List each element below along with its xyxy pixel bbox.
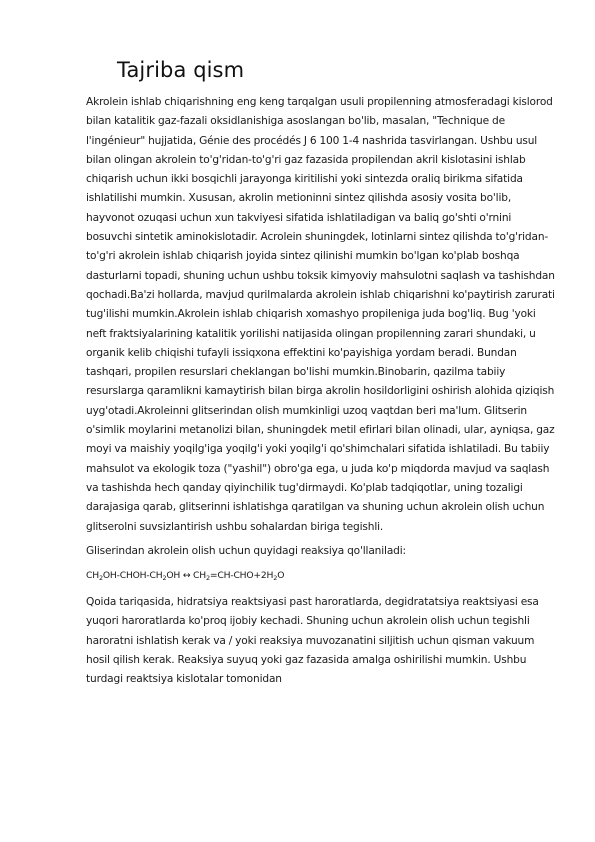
formula-part-1: CH bbox=[86, 570, 99, 582]
formula-part-3: OH ↔ CH bbox=[166, 570, 206, 582]
body-paragraph-1: Akrolein ishlab chiqarishning eng keng tarqalgan usuli propilenning atmosferadagi kislorod bilan katalitik gaz-fazali oksidlanishiga asoslangan bo'lib, masalan, "Technique de l'ingénieur" hujjatida, Génie des procédés J 6 100 1-4 nashrida tasvirlangan. Ushbu usul bilan olingan akrolein to'g'ridan-to'g'ri gaz fazasida propilendan akril kislotasini ishlab chiqarish uchun ikki bosqichli jarayonga kiritilishi yoki sintezda oraliq birikma sifatida ishlatilishi mumkin. Xususan, akrolin metioninni sintez qilishda asosiy vosita bo'lib, hayvonot ozuqasi uchun xun takviyesi sifatida ishlatiladigan va baliq go'shti o'rnini bosuvchi sintetik aminokislotadir. Acrolein shuningdek, lotinlarni sintez qilishda to'g'ridan-to'g'ri akrolein ishlab chiqarish joyida sintez qilinishi mumkin bo'lgan ko'plab boshqa dasturlarni topadi, shuning uchun ushbu toksik kimyoviy mahsulotni saqlash va tashishdan qochadi.Ba'zi hollarda, mavjud qurilmalarda akrolein ishlab chiqarishni ko'paytirish zarurati tug'ilishi mumkin.Akrolein ishlab chiqarish xomashyo propileniga juda bog'liq. Bug 'yoki neft fraktsiyalarining katalitik yorilishi natijasida olingan propilenning zarari shundaki, u organik kelib chiqishi tufayli issiqxona effektini ko'payishiga yordam beradi. Bundan tashqari, propilen resurslari cheklangan bo'lishi mumkin.Binobarin, qazilma tabiiy resurslarga qaramlikni kamaytirish bilan birga akrolin hosildorligini oshirish alohida qiziqish uyg'otadi.Akroleinni glitserindan olish mumkinligi uzoq vaqtdan beri ma'lum. Glitserin o'simlik moylarini metanolizi bilan, shuningdek metil efirlari bilan olinadi, ular, ayniqsa, gaz moyi va maishiy yoqilg'iga yoqilg'i yoki yoqilg'i qo'shimchalari sifatida ishlatiladi. Bu tabiiy mahsulot va ekologik toza ("yashil") obro'ga ega, u juda ko'p miqdorda mavjud va saqlash va tashishda hech qanday qiyinchilik tug'dirmaydi. Ko'plab tadqiqotlar, uning tozaligi darajasiga qarab, glitserinni ishlatishga qaratilgan va shuning uchun akrolein olish uchun glitserolni suvsizlantirish ushbu sohalardan biriga tegishli. bbox=[86, 96, 555, 533]
formula-part-4: =CH-CHO+2H bbox=[209, 570, 274, 582]
formula-sub-4: 2 bbox=[273, 574, 278, 583]
body-paragraph-3: Qoida tariqasida, hidratsiya reaktsiyasi past haroratlarda, degidratatsiya reaktsiyasi esa yuqori haroratlarda ko'proq ijobiy kechadi. Shuning uchun akrolein olish uchun tegishli haroratni ishlatish kerak va / yoki reaksiya muvozanatini siljitish uchun qisman vakuum hosil qilish kerak. Reaksiya suyuq yoki gaz fazasida amalga oshirilishi mumkin. Ushbu turdagi reaktsiya kislotalar tomonidan bbox=[86, 596, 539, 686]
reaction-formula bbox=[86, 569, 557, 583]
formula-sub-3: 2 bbox=[205, 574, 210, 583]
formula-part-2: OH-CHOH-CH bbox=[102, 570, 163, 582]
formula-part-5: O bbox=[277, 570, 285, 582]
body-paragraph-2: Gliserindan akrolein olish uchun quyidagi reaksiya qo'llaniladi: bbox=[86, 544, 406, 557]
formula-sub-2: 2 bbox=[162, 574, 167, 583]
section-heading: Tajriba qism bbox=[117, 58, 245, 82]
formula-sub-1: 2 bbox=[98, 574, 103, 583]
